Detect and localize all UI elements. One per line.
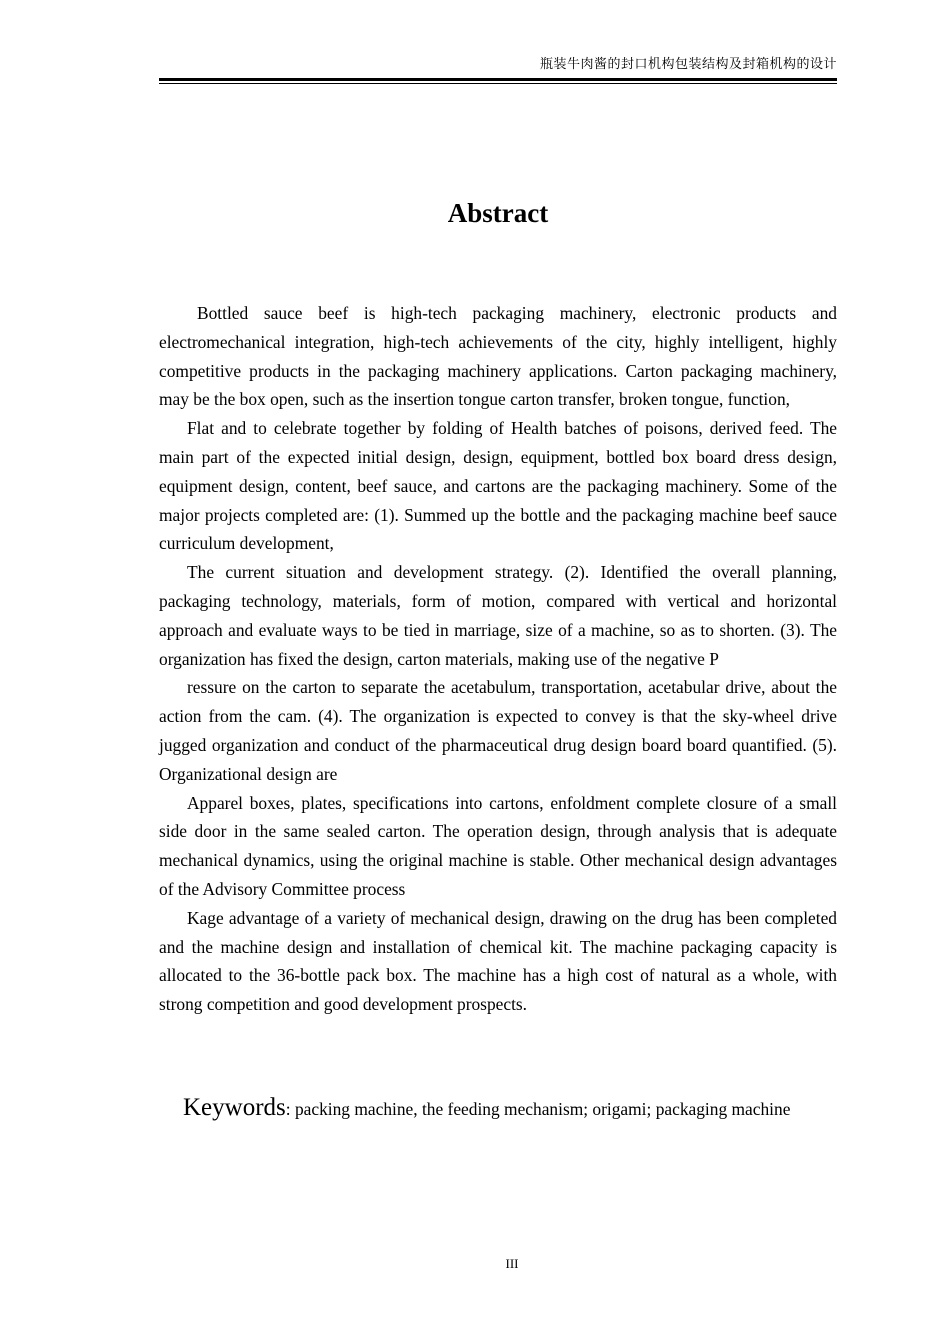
abstract-paragraph-5: Apparel boxes, plates, specifications into cartons, enfoldment complete closure of a small side door in the same sealed carton. The operation design, through analysis that is adequate mechanical dynamics, using the original machine is stable. Other mechanical design advantages of the Advisory Committee process <box>159 792 837 899</box>
keywords-line <box>159 1088 837 1129</box>
header-rule-thin <box>159 83 837 84</box>
abstract-paragraph-1: Bottled sauce beef is high-tech packaging machinery, electronic products and electromechanical integration, high-tech achievements of the city, highly intelligent, highly competitive products in the packaging machinery applications. Carton packaging machinery, may be the box open, such as the insertion tongue carton transfer, broken tongue, function, <box>159 303 837 410</box>
page-title: Abstract <box>447 198 549 228</box>
abstract-paragraph-2: Flat and to celebrate together by folding of Health batches of poisons, derived feed. The main part of the expected initial design, design, equipment, bottled box board dress design, equipment design, content, beef sauce, and cartons are the packaging machinery. Some of the major projects completed are: (1). Summed up the bottle and the packaging machine beef sauce curriculum development, <box>159 418 837 554</box>
page-number: III <box>505 1256 519 1271</box>
abstract-body <box>159 299 837 1019</box>
header-rule-thick <box>159 78 837 81</box>
keywords-text: packing machine, the feeding mechanism; origami; packaging machine <box>290 1099 791 1119</box>
running-header-title: 瓶装牛肉酱的封口机构包装结构及封箱机构的设计 <box>539 57 837 72</box>
abstract-paragraph-6: Kage advantage of a variety of mechanical design, drawing on the drug has been completed and the machine design and installation of chemical kit. The machine packaging capacity is allocated to the 36-bottle pack box. The machine has a high cost of natural as a whole, with strong competition and good development prospects. <box>159 907 837 1015</box>
keywords-separator: : <box>285 1099 291 1119</box>
keywords-label: Keywords <box>183 1094 286 1121</box>
abstract-paragraph-3: The current situation and development strategy. (2). Identified the overall planning, packaging technology, materials, form of motion, compared with vertical and horizontal approach and evaluate ways to be tied in marriage, size of a machine, so as to shorten. (3). The organization has fixed the design, carton materials, making use of the negative P <box>159 562 837 669</box>
abstract-paragraph-4: ressure on the carton to separate the acetabulum, transportation, acetabular drive, about the action from the cam. (4). The organization is expected to convey is that the sky-wheel drive jugged organization and conduct of the pharmaceutical drug design board board quantified. (5). Organizational design are <box>159 677 837 784</box>
